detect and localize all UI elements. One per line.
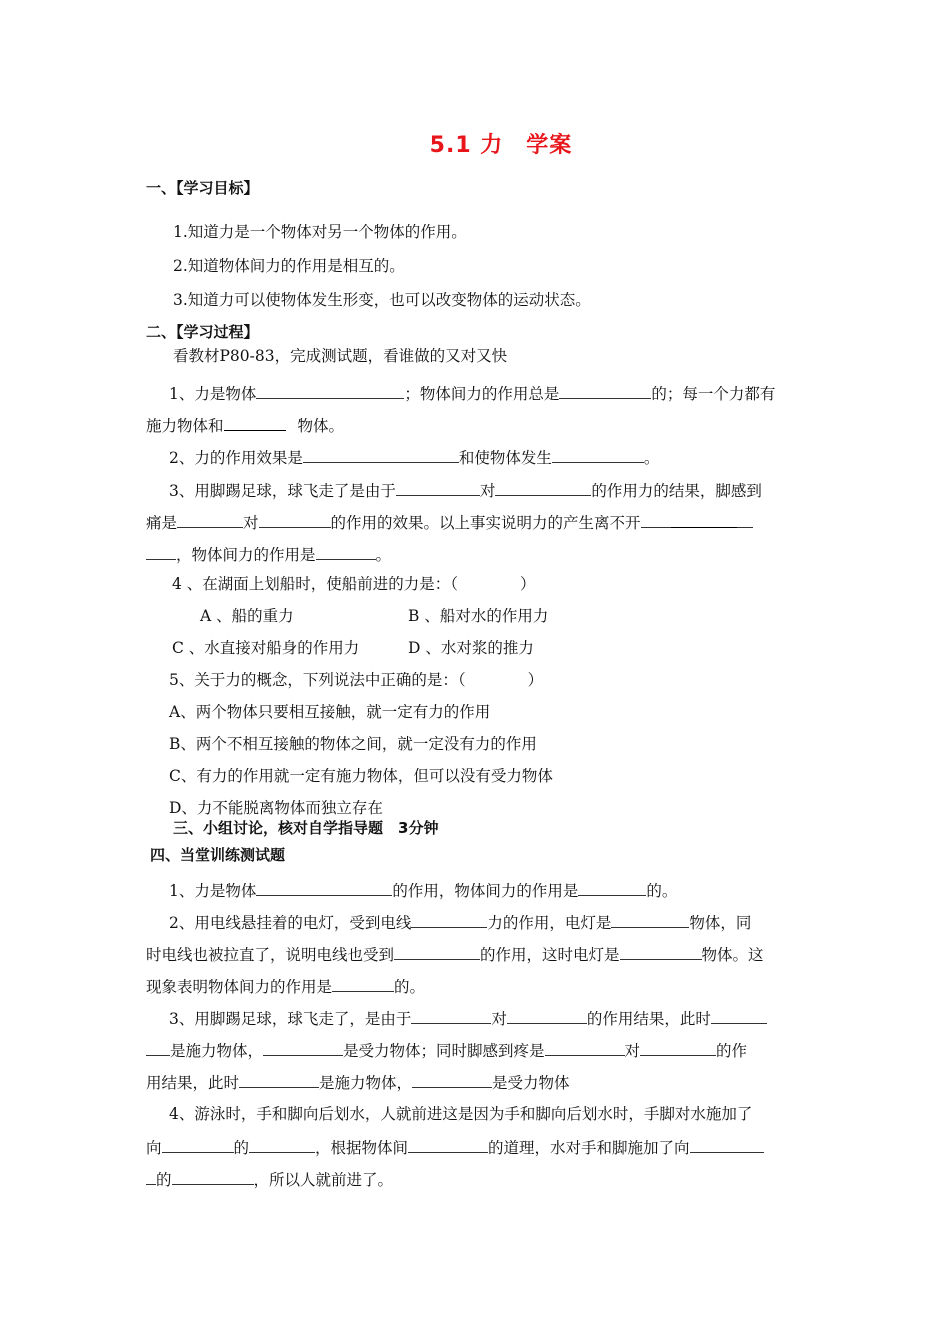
text: 。: [643, 449, 660, 467]
answer-blank[interactable]: [249, 1136, 315, 1153]
answer-blank[interactable]: [408, 1136, 488, 1153]
s2-q3-line3: [146, 543, 391, 565]
text: 是施力物体，: [170, 1042, 264, 1060]
text: 用结果，此时: [146, 1074, 240, 1092]
answer-blank[interactable]: [146, 1168, 156, 1185]
section-1-heading: 一、【学习目标】: [146, 179, 259, 197]
answer-blank[interactable]: [559, 382, 651, 399]
s2-q1-line1: [169, 382, 775, 404]
text: 是受力物体: [492, 1074, 570, 1092]
s2-q5-option-a[interactable]: A、两个物体只要相互接触，就一定有力的作用: [169, 703, 491, 721]
text: 力的作用，电灯是: [487, 914, 612, 932]
answer-blank[interactable]: [177, 511, 243, 528]
s2-q1-line2: [146, 414, 344, 436]
text: 痛是: [146, 514, 178, 532]
text: 物体，同: [689, 914, 752, 932]
text: ，根据物体间: [315, 1139, 409, 1157]
s4-q3-line2: [146, 1039, 747, 1061]
answer-blank[interactable]: [690, 1136, 764, 1153]
answer-blank[interactable]: [396, 479, 480, 496]
answer-blank[interactable]: [545, 1039, 625, 1056]
s2-q4-option-c[interactable]: C 、水直接对船身的作用力: [172, 639, 360, 657]
text: 的作用，物体间力的作用是: [392, 882, 579, 900]
s2-q4-option-b[interactable]: B 、船对水的作用力: [408, 607, 549, 625]
s2-q5-stem: 5、关于力的概念，下列说法中正确的是：（ ）: [169, 671, 544, 689]
text: 和使物体发生: [458, 449, 552, 467]
text: 对: [624, 1042, 641, 1060]
s2-q4-stem: 4 、在湖面上划船时，使船前进的力是：（ ）: [172, 575, 536, 593]
text: 施力物体和: [146, 417, 224, 435]
text: 的作用的效果。以上事实说明力的产生离不开: [330, 514, 641, 532]
answer-blank[interactable]: [640, 1039, 716, 1056]
section-2-intro: 看教材P80-83，完成测试题，看谁做的又对又快: [173, 347, 508, 365]
text: 1、力是物体: [169, 882, 257, 900]
s4-q2-line3: [146, 975, 425, 997]
section-2-heading: 二、【学习过程】: [146, 323, 259, 341]
text: 的作用，这时电灯是: [480, 946, 620, 964]
objective-2: 2.知道物体间力的作用是相互的。: [173, 257, 405, 275]
answer-blank[interactable]: [303, 446, 459, 463]
answer-blank[interactable]: [620, 943, 702, 960]
text: ，所以人就前进了。: [253, 1171, 394, 1189]
answer-blank[interactable]: [146, 1039, 170, 1056]
text: 物体。: [297, 417, 345, 435]
text: ；物体间力的作用总是: [404, 385, 560, 403]
text: 的: [233, 1139, 250, 1157]
s2-q3-line1: [169, 479, 762, 501]
answer-blank[interactable]: [552, 446, 644, 463]
text: 的作: [716, 1042, 748, 1060]
answer-blank[interactable]: [162, 1136, 234, 1153]
s2-q5-option-c[interactable]: C、有力的作用就一定有施力物体，但可以没有受力物体: [169, 767, 553, 785]
text: 的道理，水对手和脚施加了向: [488, 1139, 690, 1157]
answer-blank[interactable]: [316, 543, 376, 560]
text: 物体。这: [701, 946, 764, 964]
answer-blank[interactable]: [263, 1039, 343, 1056]
answer-blank[interactable]: [332, 975, 394, 992]
answer-blank[interactable]: [711, 1007, 767, 1024]
text: ，物体间力的作用是: [176, 546, 316, 564]
text: 的作用结果，此时: [586, 1010, 711, 1028]
s4-q1: [169, 879, 677, 901]
answer-blank[interactable]: [146, 543, 176, 560]
s4-q3-line1: [169, 1007, 767, 1029]
text: 时电线也被拉直了，说明电线也受到: [146, 946, 395, 964]
answer-blank[interactable]: [578, 879, 646, 896]
s2-q5-option-b[interactable]: B、两个不相互接触的物体之间，就一定没有力的作用: [169, 735, 537, 753]
text: 是受力物体；同时脚感到疼是: [343, 1042, 545, 1060]
text: 的。: [394, 978, 426, 996]
text: 的作用力的结果，脚感到: [591, 482, 762, 500]
text: 对: [479, 482, 496, 500]
objective-3: 3.知道力可以使物体发生形变，也可以改变物体的运动状态。: [173, 291, 591, 309]
section-4-heading: 四、当堂训练测试题: [150, 846, 286, 864]
answer-blank[interactable]: [256, 879, 392, 896]
answer-blank[interactable]: [412, 1071, 492, 1088]
s2-q5-option-d[interactable]: D、力不能脱离物体而独立存在: [169, 799, 383, 817]
text: 的: [156, 1171, 172, 1189]
objective-1: 1.知道力是一个物体对另一个物体的作用。: [173, 223, 467, 241]
s4-q4-line2: [146, 1136, 764, 1158]
answer-blank[interactable]: [259, 511, 331, 528]
answer-blank[interactable]: [671, 511, 737, 528]
s4-q3-line3: [146, 1071, 570, 1093]
text: 的；每一个力都有: [651, 385, 776, 403]
s4-q2-line1: [169, 911, 751, 933]
s2-q2: [169, 446, 659, 468]
text: 是施力物体，: [319, 1074, 413, 1092]
answer-blank[interactable]: [737, 511, 753, 528]
s4-q4-line1: 4、游泳时，手和脚向后划水，人就前进这是因为手和脚向后划水时，手脚对水施加了: [169, 1105, 753, 1123]
answer-blank[interactable]: [394, 943, 480, 960]
s4-q2-line2: [146, 943, 764, 965]
s2-q4-option-a[interactable]: A 、船的重力: [200, 607, 294, 625]
text: 3、用脚踢足球，球飞走了，是由于: [169, 1010, 412, 1028]
answer-blank[interactable]: [495, 479, 591, 496]
text: 2、力的作用效果是: [169, 449, 303, 467]
text: 3、用脚踢足球，球飞走了是由于: [169, 482, 396, 500]
text: 向: [146, 1139, 162, 1157]
s2-q4-option-d[interactable]: D 、水对浆的推力: [408, 639, 534, 657]
text: 2、用电线悬挂着的电灯，受到电线: [169, 914, 412, 932]
s4-q4-line3: [146, 1168, 393, 1190]
answer-blank[interactable]: [411, 1007, 491, 1024]
answer-blank[interactable]: [172, 1168, 254, 1185]
text: 对: [243, 514, 259, 532]
answer-blank[interactable]: [507, 1007, 587, 1024]
text: 。: [375, 546, 392, 564]
answer-blank[interactable]: [411, 911, 487, 928]
answer-blank[interactable]: [611, 911, 689, 928]
answer-blank[interactable]: [239, 1071, 319, 1088]
text: 现象表明物体间力的作用是: [146, 978, 333, 996]
answer-blank[interactable]: [256, 382, 404, 399]
text: 的。: [646, 882, 678, 900]
section-3-heading: 三、小组讨论，核对自学指导题 3分钟: [173, 819, 439, 837]
text: 对: [491, 1010, 507, 1028]
answer-blank[interactable]: [641, 511, 671, 528]
text: 1、力是物体: [169, 385, 257, 403]
s2-q3-line2: [146, 511, 753, 533]
page-title: 5.1 力 学案: [429, 133, 573, 158]
answer-blank[interactable]: [224, 414, 286, 431]
